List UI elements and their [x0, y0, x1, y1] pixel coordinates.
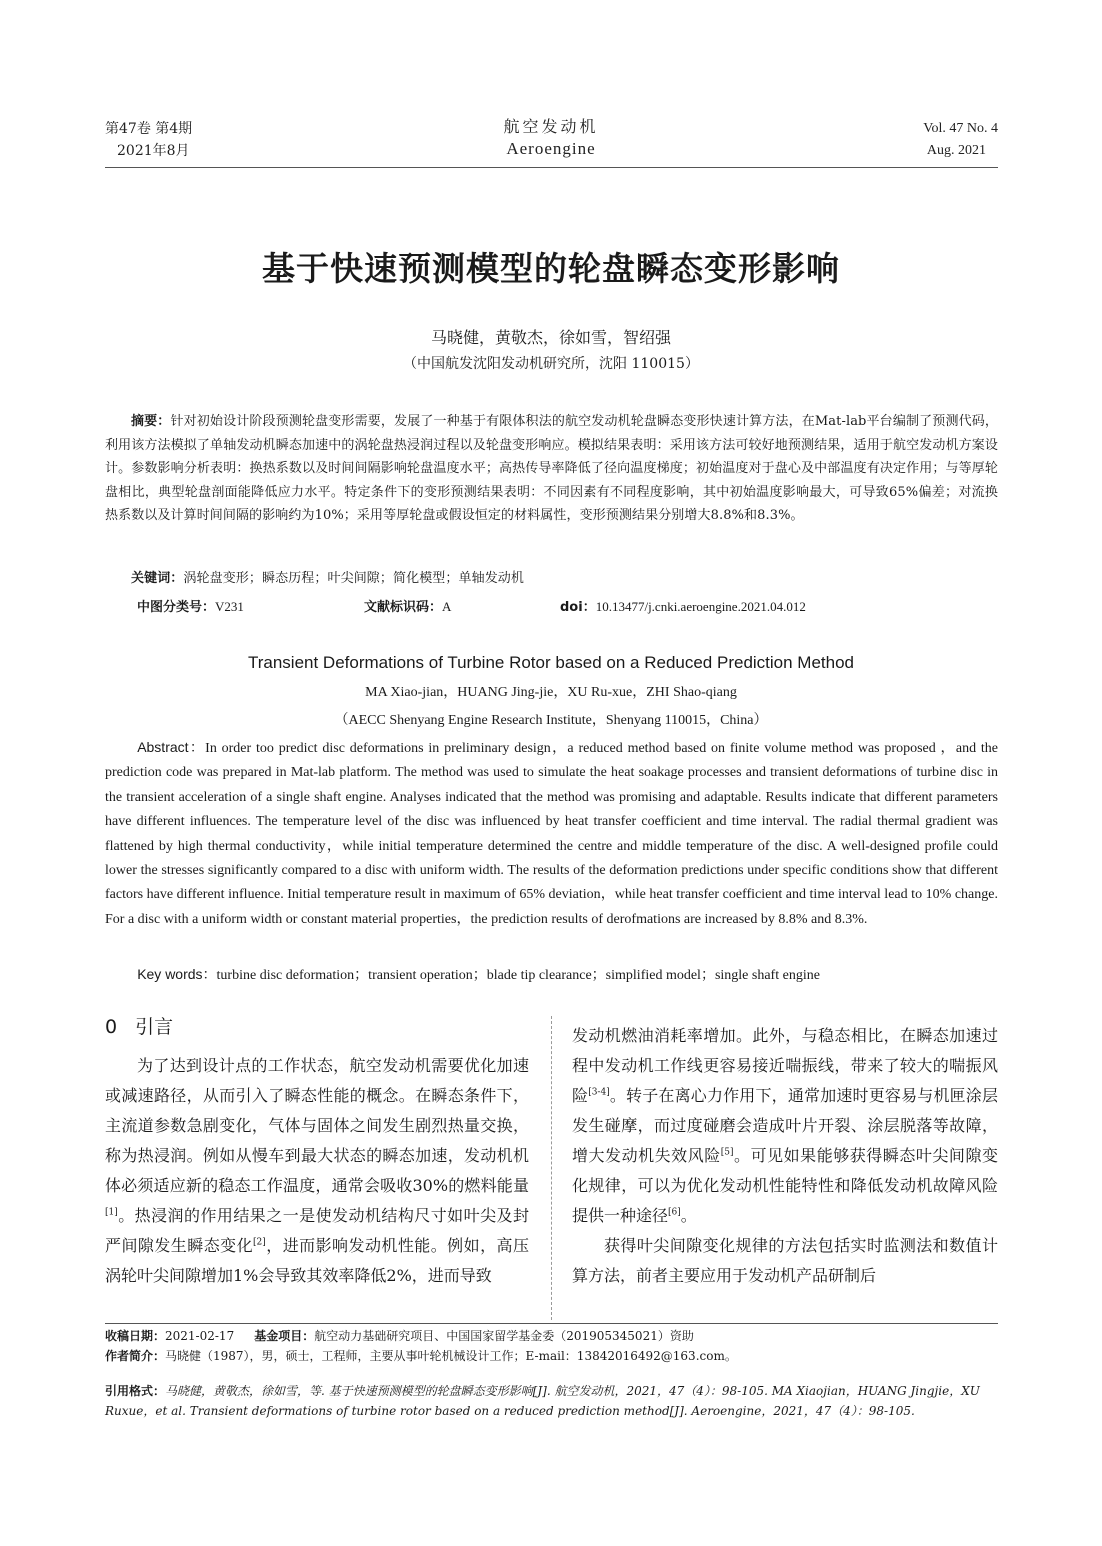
body-text: 发动机燃油消耗率增加。此外，与稳态相比，在瞬态加速过程中发动机工作线更容易接近喘振线，带来了较大的喘振风险: [572, 1026, 998, 1105]
footnote-author: [105, 1346, 998, 1366]
citation-format: [105, 1381, 998, 1421]
citation-text: 马晓健，黄敬杰，徐如雪，等. 基于快速预测模型的轮盘瞬态变形影响[J]. 航空发动机，2021，47（4）：98-105. MA Xiaojian，HUANG Jingjie，XU Ruxue，et al. Transient deformations of turbine rotor based on a reduced prediction method[J]. Aeroengine，2021，47（4）：98-105.: [105, 1384, 980, 1418]
author-bio-label: 作者简介：: [105, 1349, 166, 1363]
section-number: 0: [105, 1016, 118, 1038]
received-label: 收稿日期：: [105, 1329, 166, 1343]
fund-label: 基金项目：: [254, 1329, 315, 1343]
footnote-rule: [105, 1323, 998, 1324]
citation-ref[interactable]: [5]: [720, 1147, 734, 1158]
body-paragraph: 获得叶尖间隙变化规律的方法包括实时监测法和数值计算方法，前者主要应用于发动机产品研制后: [572, 1236, 998, 1285]
date-en: Aug. 2021: [926, 143, 986, 158]
body-text: ，进而影响发动机性能。例如，高压涡轮叶尖间隙增加1%会导致其效率降低2%，进而导致: [105, 1236, 529, 1285]
body-text: 。热浸润的作用结果之一是使发动机结构尺寸如叶尖及封严间隙发生瞬态变化: [105, 1206, 529, 1255]
title-en: Transient Deformations of Turbine Rotor based on a Reduced Prediction Method: [247, 653, 855, 672]
clc-label: 中图分类号：: [137, 600, 216, 615]
fund-text: 航空动力基础研究项目、中国国家留学基金委（201905345021）资助: [314, 1329, 694, 1343]
volume-issue-en: Vol. 47 No. 4: [923, 121, 998, 136]
abstract-en-text: In order too predict disc deformations in preliminary design，a reduced method based on finite volume method was proposed ，and the prediction code was prepared in Mat-lab platform. The method was used to simulate the heat soakage processes and transient deformations of turbine disc in the transient acceleration of a single shaft engine. Analyses indicated that the method was promising and adaptable. Results indicate that different parameters have different influences. The temperature level of the disc was influenced by heat transfer coefficient and time interval. The radial thermal gradient was flattened by high thermal conductivity，while initial temperature determined the centre and middle temperature of the disc. A well-designed profile could lower the stresses significantly compared to a disc with uniform width. The results of the deformation predictions under specific conditions show that different factors have different influence. Initial temperature result in maximum of 65% deviation，while heat transfer coefficient and time interval lead to 10% change. For a disc with a uniform width or constant material properties，the prediction results of derofmations are increased by 8.8% and 8.3%.: [105, 741, 998, 927]
body-text: 。转子在离心力作用下，通常加速时更容易与机匣涂层发生碰摩，而过度碰磨会造成叶片开裂、涂层脱落等故障，增大发动机失效风险: [572, 1086, 998, 1165]
abstract-cn: [105, 410, 998, 528]
footnote-received-fund: [105, 1326, 998, 1346]
author-list-en: MA Xiao-jian，HUANG Jing-jie，XU Ru-xue，ZHI Shao-qiang: [365, 685, 737, 700]
keywords-en: [105, 962, 998, 988]
document-code-label: 文献标识码：: [364, 600, 443, 615]
body-paragraph: [572, 1021, 998, 1231]
author-bio-text: 马晓健（1987），男，硕士，工程师，主要从事叶轮机械设计工作；E-mail：13842016492@163.com。: [165, 1349, 737, 1363]
abstract-en-label: Abstract：: [137, 739, 206, 755]
doi-label: doi：: [560, 600, 596, 615]
doi-link[interactable]: 10.13477/j.cnki.aeroengine.2021.04.012: [595, 599, 806, 614]
abstract-cn-label: 摘要：: [131, 414, 171, 429]
citation-label: 引用格式：: [105, 1384, 166, 1398]
date-cn: 2021年8月: [117, 143, 190, 159]
keywords-cn: [105, 567, 998, 591]
affiliation-en: （AECC Shenyang Engine Research Institute，Shenyang 110015，China）: [334, 713, 768, 728]
section-title: 引言: [135, 1016, 174, 1038]
column-divider: [551, 1016, 552, 1320]
body-paragraph: [105, 1051, 529, 1291]
affiliation: （中国航发沈阳发动机研究所，沈阳 110015）: [403, 356, 699, 372]
document-code-value: A: [442, 599, 452, 614]
author-list: 马晓健，黄敬杰，徐如雪，智绍强: [430, 328, 671, 347]
body-text: 。可见如果能够获得瞬态叶尖间隙变化规律，可以为优化发动机性能特性和降低发动机故障风险提供一种途径: [572, 1146, 998, 1225]
keywords-cn-label: 关键词：: [131, 571, 184, 586]
keywords-en-label: Key words：: [137, 966, 217, 982]
abstract-en: [105, 735, 998, 932]
clc-value: V231: [215, 599, 244, 614]
footnote-block: [105, 1326, 998, 1366]
citation-ref[interactable]: [2]: [253, 1237, 266, 1248]
keywords-en-text: turbine disc deformation；transient operation；blade tip clearance；simplified model；single shaft engine: [216, 968, 820, 983]
section-heading: [105, 1012, 173, 1039]
received-date: 2021-02-17: [165, 1329, 235, 1343]
keywords-cn-text: 涡轮盘变形；瞬态历程；叶尖间隙；简化模型；单轴发动机: [183, 571, 525, 586]
citation-ref[interactable]: [6]: [668, 1207, 681, 1218]
body-text: 。: [680, 1206, 697, 1225]
journal-name-cn: 航空发动机: [503, 117, 599, 136]
body-text: 为了达到设计点的工作状态，航空发动机需要优化加速或减速路径，从而引入了瞬态性能的概念。在瞬态条件下，主流道参数急剧变化，气体与固体之间发生剧烈热量交换，称为热浸润。例如从慢车到最大状态的瞬态加速，发动机机体必须适应新的稳态工作温度，通常会吸收30%的燃料能量: [105, 1056, 529, 1195]
citation-ref[interactable]: [1]: [105, 1207, 118, 1218]
header-right: [923, 118, 998, 162]
header-rule: [105, 167, 998, 168]
abstract-cn-text: 针对初始设计阶段预测轮盘变形需要，发展了一种基于有限体积法的航空发动机轮盘瞬态变形快速计算方法，在Mat-lab平台编制了预测代码，利用该方法模拟了单轴发动机瞬态加速中的涡轮盘热浸润过程以及轮盘变形响应。模拟结果表明：采用该方法可较好地预测结果，适用于航空发动机方案设计。参数影响分析表明：换热系数以及时间间隔影响轮盘温度水平；高热传导率降低了径向温度梯度；初始温度对于盘心及中部温度有决定作用；与等厚轮盘相比，典型轮盘剖面能降低应力水平。特定条件下的变形预测结果表明：不同因素有不同程度影响，其中初始温度影响最大，可导致65%偏差；对流换热系数以及计算时间间隔的影响约为10%；采用等厚轮盘或假设恒定的材料属性，变形预测结果分别增大8.8%和8.3%。: [105, 414, 998, 523]
body-column-left: [105, 1051, 529, 1291]
document-code: [364, 596, 451, 615]
volume-issue-cn: 第47卷 第4期: [105, 121, 193, 137]
body-column-right: [572, 1021, 998, 1291]
doi: [560, 596, 806, 615]
paper-title: 基于快速预测模型的轮盘瞬态变形影响: [262, 249, 840, 288]
citation-ref[interactable]: [3-4]: [588, 1087, 610, 1098]
journal-name-en: Aeroengine: [506, 139, 596, 158]
clc-number: [137, 596, 244, 615]
